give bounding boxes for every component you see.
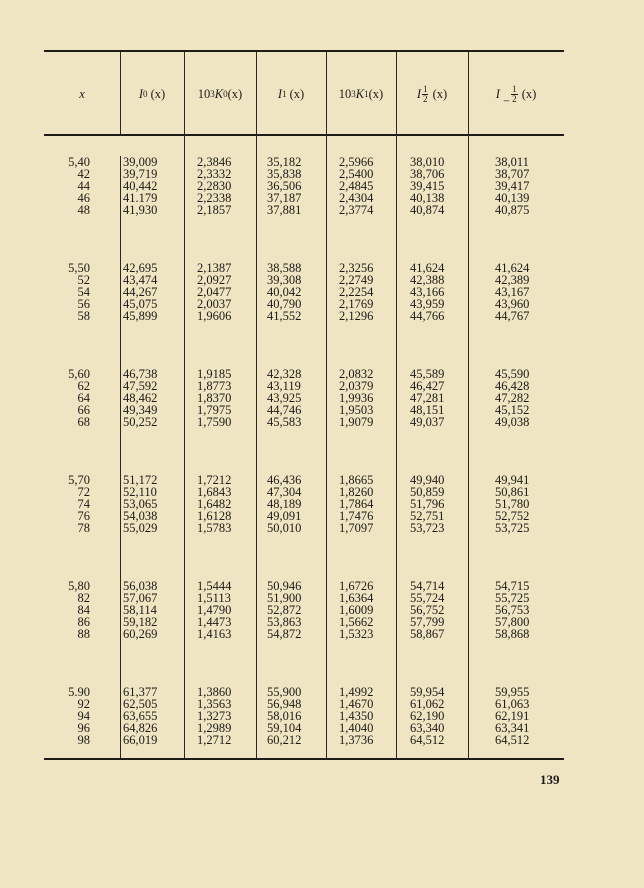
row-group [495, 686, 529, 792]
table-cell: 86 [77, 615, 90, 629]
table-cell: 5,50 [68, 261, 90, 275]
table-cell: 59,955 [495, 685, 530, 699]
table-cell: 62,191 [495, 709, 530, 723]
table-cell: 1,3273 [197, 709, 232, 723]
table-cell: 64 [77, 391, 90, 405]
table-cell: 37,187 [267, 191, 302, 205]
table-cell: 5.90 [68, 685, 90, 699]
table-cell: 1,9079 [339, 415, 374, 429]
table-cell: 2,5400 [339, 167, 374, 181]
table-cell: 61,063 [495, 697, 530, 711]
table-cell: 1,3860 [197, 685, 232, 699]
row-group [339, 474, 373, 580]
table-cell: 39,308 [267, 273, 302, 287]
table-cell: 1,8665 [339, 473, 374, 487]
table-cell: 1,5113 [197, 591, 231, 605]
table-cell: 39,009 [123, 155, 158, 169]
table-cell: 66 [77, 403, 90, 417]
table-cell: 56,038 [123, 579, 158, 593]
row-group [54, 368, 90, 474]
table-cell: 57,799 [410, 615, 445, 629]
table-cell: 51,900 [267, 591, 302, 605]
table-cell: 84 [77, 603, 90, 617]
table-cell: 1,9606 [197, 309, 232, 323]
row-group [267, 686, 301, 792]
row-group [339, 580, 373, 686]
table-cell: 58,016 [267, 709, 302, 723]
column-i1 [267, 156, 301, 792]
table-cell: 68 [77, 415, 90, 429]
column-divider [468, 52, 469, 758]
table-cell: 38,011 [495, 155, 529, 169]
table-cell: 78 [77, 521, 90, 535]
table-cell: 1,7212 [197, 473, 232, 487]
table-cell: 2,4304 [339, 191, 374, 205]
column-i-minus-half [495, 156, 529, 792]
table-cell: 1,4350 [339, 709, 374, 723]
row-group [197, 580, 231, 686]
table-cell: 2,0037 [197, 297, 232, 311]
table-cell: 40,138 [410, 191, 445, 205]
table-cell: 54,872 [267, 627, 302, 641]
row-group [123, 474, 157, 580]
column-divider [256, 52, 257, 758]
row-group [197, 686, 231, 792]
table-cell: 63,340 [410, 721, 445, 735]
table-cell: 56,948 [267, 697, 302, 711]
column-k1 [339, 156, 373, 792]
column-x [54, 156, 90, 792]
table-cell: 57,800 [495, 615, 530, 629]
table-cell: 37,881 [267, 203, 302, 217]
table-cell: 50,252 [123, 415, 158, 429]
table-cell: 1,4670 [339, 697, 374, 711]
column-k0 [197, 156, 231, 792]
row-group [123, 686, 157, 792]
table-cell: 44,746 [267, 403, 302, 417]
table-cell: 58,868 [495, 627, 530, 641]
table-cell: 46,427 [410, 379, 445, 393]
table-cell: 1,5783 [197, 521, 232, 535]
table-cell: 49,349 [123, 403, 158, 417]
table-cell: 41,624 [410, 261, 445, 275]
table-cell: 55,029 [123, 521, 158, 535]
table-cell: 49,037 [410, 415, 445, 429]
table-cell: 1,6726 [339, 579, 374, 593]
table-cell: 40,442 [123, 179, 158, 193]
column-divider [120, 156, 121, 758]
table-cell: 52,751 [410, 509, 445, 523]
table-cell: 38,588 [267, 261, 302, 275]
table-cell: 40,139 [495, 191, 530, 205]
table-cell: 48,462 [123, 391, 158, 405]
table-cell: 2,2254 [339, 285, 374, 299]
table-cell: 47,304 [267, 485, 302, 499]
table-cell: 52,872 [267, 603, 302, 617]
row-group [339, 156, 373, 262]
table-cell: 41,552 [267, 309, 302, 323]
table-cell: 88 [77, 627, 90, 641]
table-cell: 2,1769 [339, 297, 374, 311]
table-cell: 51,780 [495, 497, 530, 511]
table-cell: 44,267 [123, 285, 158, 299]
table-cell: 45,583 [267, 415, 302, 429]
table-cell: 43,960 [495, 297, 530, 311]
table-cell: 62 [77, 379, 90, 393]
table-cell: 1,5444 [197, 579, 232, 593]
table-cell: 47,592 [123, 379, 158, 393]
row-group [495, 580, 529, 686]
table-cell: 43,925 [267, 391, 302, 405]
table-cell: 49,940 [410, 473, 445, 487]
column-divider [184, 52, 185, 758]
table-cell: 72 [77, 485, 90, 499]
table-cell: 46,738 [123, 367, 158, 381]
table-cell: 43,959 [410, 297, 445, 311]
header-k1: 10 3 K 1 (x) [338, 86, 384, 101]
table-cell: 45,075 [123, 297, 158, 311]
table-cell: 66,019 [123, 733, 158, 747]
row-group [123, 580, 157, 686]
table-cell: 92 [77, 697, 90, 711]
table-cell: 1,7097 [339, 521, 374, 535]
table-cell: 5,60 [68, 367, 90, 381]
header-k0: 10 3 K 0 (x) [197, 86, 243, 101]
table-cell: 54,715 [495, 579, 530, 593]
row-group [197, 156, 231, 262]
table-cell: 64,512 [495, 733, 530, 747]
table-cell: 2,3256 [339, 261, 374, 275]
table-cell: 59,182 [123, 615, 158, 629]
table-cell: 5,70 [68, 473, 90, 487]
table-cell: 44,767 [495, 309, 530, 323]
table-cell: 47,282 [495, 391, 530, 405]
table-cell: 46,428 [495, 379, 530, 393]
table-cell: 52,110 [123, 485, 157, 499]
table-cell: 2,0832 [339, 367, 374, 381]
table-cell: 60,212 [267, 733, 302, 747]
table-cell: 2,0477 [197, 285, 232, 299]
table-cell: 2,3332 [197, 167, 232, 181]
table-cell: 63,341 [495, 721, 530, 735]
header-i-minus-half: I − $\frac{1}{2}$ (x) [495, 83, 537, 108]
row-group [410, 262, 444, 368]
table-cell: 1,9185 [197, 367, 232, 381]
row-group [339, 262, 373, 368]
table-cell: 76 [77, 509, 90, 523]
table-cell: 1,2989 [197, 721, 232, 735]
table-cell: 2,0379 [339, 379, 374, 393]
table-cell: 48,151 [410, 403, 445, 417]
table-cell: 50,861 [495, 485, 530, 499]
header-i1: I 1 (x) [277, 86, 305, 101]
row-group [267, 474, 301, 580]
table-cell: 50,010 [267, 521, 302, 535]
table-cell: 53,863 [267, 615, 302, 629]
table-cell: 46,436 [267, 473, 302, 487]
table-cell: 35,182 [267, 155, 302, 169]
table-cell: 1,2712 [197, 733, 232, 747]
table-cell: 42,389 [495, 273, 530, 287]
table-cell: 50,859 [410, 485, 445, 499]
table-cell: 40,874 [410, 203, 445, 217]
table-cell: 1,8260 [339, 485, 374, 499]
row-group [54, 474, 90, 580]
row-group [54, 580, 90, 686]
table-cell: 54,038 [123, 509, 158, 523]
table-cell: 1,8773 [197, 379, 232, 393]
table-cell: 2,2830 [197, 179, 232, 193]
table-cell: 54 [77, 285, 90, 299]
table-cell: 1,7975 [197, 403, 232, 417]
table-cell: 2,5966 [339, 155, 374, 169]
table-cell: 2,3846 [197, 155, 232, 169]
row-group [267, 156, 301, 262]
table-cell: 2,1857 [197, 203, 232, 217]
table-cell: 55,724 [410, 591, 445, 605]
page-number: 139 [540, 772, 560, 787]
header-x: x [79, 86, 85, 101]
table-cell: 61,377 [123, 685, 158, 699]
table-cell: 1,4473 [197, 615, 232, 629]
row-group [339, 368, 373, 474]
table-cell: 1,6364 [339, 591, 374, 605]
table-cell: 1,6128 [197, 509, 232, 523]
table-cell: 64,826 [123, 721, 158, 735]
table-cell: 61,062 [410, 697, 445, 711]
table-cell: 1,7864 [339, 497, 374, 511]
row-group [267, 368, 301, 474]
table-cell: 5,80 [68, 579, 90, 593]
table-cell: 55,725 [495, 591, 530, 605]
table-cell: 49,038 [495, 415, 530, 429]
table-cell: 50,946 [267, 579, 302, 593]
row-group [197, 368, 231, 474]
table-cell: 39,417 [495, 179, 530, 193]
table-cell: 1,4790 [197, 603, 232, 617]
table-cell: 44 [77, 179, 90, 193]
table-cell: 38,010 [410, 155, 445, 169]
table-cell: 42 [77, 167, 90, 181]
table-cell: 40,875 [495, 203, 530, 217]
table-cell: 41.179 [123, 191, 158, 205]
table-cell: 74 [77, 497, 90, 511]
table-cell: 1,4040 [339, 721, 374, 735]
row-group [495, 474, 529, 580]
table-cell: 1,3563 [197, 697, 232, 711]
table-cell: 40,790 [267, 297, 302, 311]
table-cell: 62,190 [410, 709, 445, 723]
table-cell: 52,752 [495, 509, 530, 523]
table-cell: 2,3774 [339, 203, 374, 217]
table-cell: 56,752 [410, 603, 445, 617]
table-cell: 98 [77, 733, 90, 747]
header-i-half: I $\frac{1}{2}$ (x) [416, 83, 448, 104]
table-cell: 2,1387 [197, 261, 232, 275]
table-cell: 1,4163 [197, 627, 232, 641]
row-group [495, 156, 529, 262]
table-cell: 43,474 [123, 273, 158, 287]
table-cell: 1,6843 [197, 485, 232, 499]
table-cell: 44,766 [410, 309, 445, 323]
table-cell: 5,40 [68, 155, 90, 169]
row-group [495, 262, 529, 368]
table-cell: 39,415 [410, 179, 445, 193]
table-cell: 42,328 [267, 367, 302, 381]
table-cell: 54,714 [410, 579, 445, 593]
table-cell: 42,388 [410, 273, 445, 287]
table-cell: 1,5662 [339, 615, 374, 629]
table-cell: 1,4992 [339, 685, 374, 699]
table-cell: 1,7590 [197, 415, 232, 429]
table-cell: 41,930 [123, 203, 158, 217]
table-cell: 59,954 [410, 685, 445, 699]
table-cell: 64,512 [410, 733, 445, 747]
row-group [54, 156, 90, 262]
table-cell: 51,172 [123, 473, 158, 487]
table-cell: 82 [77, 591, 90, 605]
table-cell: 1,8370 [197, 391, 232, 405]
row-group [410, 156, 444, 262]
table-cell: 40,042 [267, 285, 302, 299]
table-cell: 60,269 [123, 627, 158, 641]
table-cell: 56 [77, 297, 90, 311]
table-cell: 48,189 [267, 497, 302, 511]
table-cell: 2,2749 [339, 273, 374, 287]
table-cell: 2,4845 [339, 179, 374, 193]
table-cell: 57,067 [123, 591, 158, 605]
table-cell: 1,7476 [339, 509, 374, 523]
header-i0: I 0 (x) [138, 86, 166, 101]
row-group [410, 368, 444, 474]
column-i-half [410, 156, 444, 792]
table-cell: 2,0927 [197, 273, 232, 287]
column-divider [396, 52, 397, 758]
table-cell: 46 [77, 191, 90, 205]
table-cell: 43,167 [495, 285, 530, 299]
row-group [197, 474, 231, 580]
table-cell: 45,899 [123, 309, 158, 323]
table-cell: 38,707 [495, 167, 530, 181]
table-cell: 45,589 [410, 367, 445, 381]
table-cell: 43,166 [410, 285, 445, 299]
table-cell: 39,719 [123, 167, 158, 181]
table-cell: 45,590 [495, 367, 530, 381]
row-group [267, 580, 301, 686]
table-cell: 55,900 [267, 685, 302, 699]
table-cell: 1,9936 [339, 391, 374, 405]
table-cell: 53,723 [410, 521, 445, 535]
table-cell: 2,1296 [339, 309, 374, 323]
table-cell: 49,091 [267, 509, 302, 523]
row-group [410, 580, 444, 686]
row-group [123, 368, 157, 474]
table-cell: 62,505 [123, 697, 158, 711]
table-cell: 59,104 [267, 721, 302, 735]
column-divider [326, 52, 327, 758]
table-cell: 1,6482 [197, 497, 232, 511]
row-group [54, 262, 90, 368]
table-cell: 1,3736 [339, 733, 374, 747]
row-group [123, 156, 157, 262]
table-cell: 41,624 [495, 261, 530, 275]
table-cell: 56,753 [495, 603, 530, 617]
table-cell: 1,6009 [339, 603, 374, 617]
table-cell: 45,152 [495, 403, 530, 417]
table-cell: 1,5323 [339, 627, 374, 641]
table-cell: 63,655 [123, 709, 158, 723]
table-cell: 58,867 [410, 627, 445, 641]
table-cell: 38,706 [410, 167, 445, 181]
row-group [123, 262, 157, 368]
table-cell: 43,119 [267, 379, 301, 393]
bessel-function-table [44, 50, 564, 760]
row-group [197, 262, 231, 368]
table-cell: 94 [77, 709, 90, 723]
table-cell: 2,2338 [197, 191, 232, 205]
table-cell: 58 [77, 309, 90, 323]
table-cell: 1,9503 [339, 403, 374, 417]
table-cell: 53,065 [123, 497, 158, 511]
table-cell: 53,725 [495, 521, 530, 535]
table-cell: 42,695 [123, 261, 158, 275]
row-group [54, 686, 90, 792]
column-i0 [123, 156, 157, 792]
table-cell: 51,796 [410, 497, 445, 511]
table-cell: 49,941 [495, 473, 530, 487]
row-group [495, 368, 529, 474]
table-cell: 47,281 [410, 391, 445, 405]
row-group [267, 262, 301, 368]
table-cell: 96 [77, 721, 90, 735]
table-cell: 58,114 [123, 603, 157, 617]
row-group [339, 686, 373, 792]
table-cell: 35,838 [267, 167, 302, 181]
row-group [410, 474, 444, 580]
row-group [410, 686, 444, 792]
table-cell: 36,506 [267, 179, 302, 193]
table-cell: 52 [77, 273, 90, 287]
table-cell: 48 [77, 203, 90, 217]
